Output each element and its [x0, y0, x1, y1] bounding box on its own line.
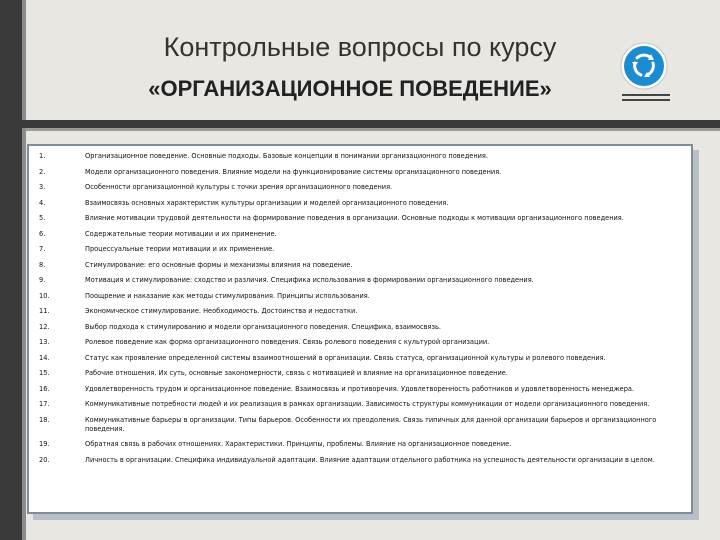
question-text: Экономическое стимулирование. Необходимость. Достоинства и недостатки.: [85, 307, 358, 315]
question-item: [39, 199, 683, 208]
question-item: [39, 440, 683, 449]
question-text: Коммуникативные потребности людей и их реализация в рамках организации. Зависимость структуры коммуникации от модели организационного поведения.: [85, 400, 650, 408]
question-text: Рабочие отношения. Их суть, основные закономерности, связь с мотивацией и влияние на организационное поведение.: [85, 369, 508, 377]
question-text: Организационное поведение. Основные подходы. Базовые концепции в понимании организационного поведения.: [85, 152, 488, 160]
decor-underline: [622, 94, 670, 96]
decor-underline: [622, 99, 670, 101]
question-item: [39, 369, 683, 378]
question-number: 13.: [39, 338, 50, 346]
question-text: Обратная связь в рабочих отношениях. Характеристики. Принципы, проблемы. Влияние на организационное поведение.: [85, 440, 512, 448]
question-text: Модели организационного поведения. Влияние модели на функционирование системы организационного поведения.: [85, 167, 502, 176]
question-number: 6.: [39, 229, 46, 238]
question-text: Содержательные теории мотивации и их применение.: [85, 229, 277, 238]
question-item: [39, 338, 683, 347]
question-item: [39, 385, 683, 394]
header-separator: [0, 120, 720, 128]
question-number: 18.: [39, 415, 50, 424]
question-item: [39, 416, 683, 434]
questions-panel: [27, 144, 693, 514]
question-number: 4.: [39, 198, 46, 207]
question-item: [39, 456, 683, 465]
question-text: Коммуникативные барьеры в организации. Типы барьеров. Особенности их преодоления. Связь типичных для данной организации барьеров и организационного поведения.: [85, 415, 657, 433]
question-item: [39, 230, 683, 239]
question-number: 10.: [39, 291, 50, 300]
question-number: 11.: [39, 307, 50, 315]
question-number: 9.: [39, 276, 46, 284]
left-decor-stripe: [22, 0, 26, 540]
question-number: 17.: [39, 400, 50, 408]
question-number: 1.: [39, 152, 46, 160]
question-text: Особенности организационной культуры с точки зрения организационного поведения.: [85, 183, 393, 191]
question-number: 16.: [39, 384, 50, 393]
question-item: [39, 168, 683, 177]
question-text: Личность в организации. Специфика индивидуальной адаптации. Влияние адаптации отдельного работника на успешность деятельности организации в целом.: [85, 455, 655, 464]
question-number: 19.: [39, 440, 50, 448]
question-text: Процессуальные теории мотивации и их применение.: [85, 245, 275, 253]
question-text: Мотивация и стимулирование: сходство и различия. Специфика использования в формировании организационного поведения.: [85, 276, 534, 284]
slide-title: Контрольные вопросы по курсу: [163, 32, 557, 62]
slide-subtitle: «ОРГАНИЗАЦИОННОЕ ПОВЕДЕНИЕ»: [148, 76, 552, 101]
left-decor-bar: [0, 0, 22, 540]
question-number: 5.: [39, 214, 46, 222]
question-number: 3.: [39, 183, 46, 191]
question-number: 8.: [39, 260, 46, 269]
question-item: [39, 292, 683, 301]
questions-list: [29, 146, 691, 465]
header-separator-light: [26, 128, 720, 131]
question-text: Статус как проявление определенной системы взаимоотношений в организации. Связь статуса, организационной культуры и ролевого поведения.: [85, 353, 606, 362]
question-item: [39, 400, 683, 409]
question-item: [39, 214, 683, 223]
question-text: Выбор подхода к стимулированию и модели организационного поведения. Специфика, взаимосвязь.: [85, 322, 442, 331]
question-item: [39, 307, 683, 316]
question-item: [39, 261, 683, 270]
question-text: Стимулирование: его основные формы и механизмы влияния на поведение.: [85, 260, 353, 269]
question-item: [39, 354, 683, 363]
question-number: 15.: [39, 369, 50, 377]
recycle-arrows-icon: [620, 42, 668, 90]
question-text: Поощрение и наказание как методы стимулирования. Принципы использования.: [85, 291, 370, 300]
question-item: [39, 323, 683, 332]
question-number: 14.: [39, 353, 50, 362]
question-item: [39, 183, 683, 192]
question-number: 2.: [39, 167, 46, 176]
question-text: Удовлетворенность трудом и организационное поведение. Взаимосвязь и противоречия. Удовлетворенность работников и удовлетворенность менеджера.: [85, 384, 635, 393]
question-item: [39, 152, 683, 161]
question-number: 7.: [39, 245, 46, 253]
question-text: Взаимосвязь основных характеристик культуры организации и моделей организационного поведения.: [85, 198, 449, 207]
question-number: 12.: [39, 322, 50, 331]
question-text: Влияние мотивации трудовой деятельности на формирование поведения в организации. Основные подходы к мотивации организационного поведения.: [85, 214, 624, 222]
question-text: Ролевое поведение как форма организационного поведения. Связь ролевого поведения с культурой организации.: [85, 338, 490, 346]
question-item: [39, 276, 683, 285]
question-number: 20.: [39, 455, 50, 464]
question-item: [39, 245, 683, 254]
